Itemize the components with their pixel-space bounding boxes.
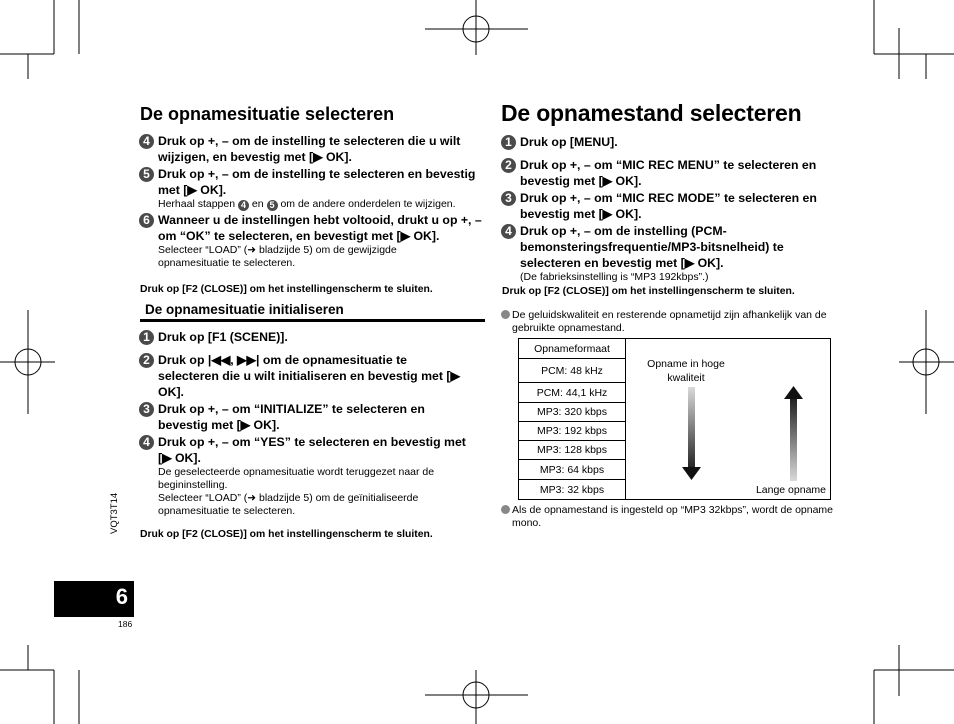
step-note: De geselecteerde opnamesituatie wordt teruggezet naar de begininstelling. (158, 466, 435, 491)
step-number: 3 (501, 191, 516, 206)
step-text: Druk op [F1 (SCENE)]. (158, 330, 288, 344)
step-6 (143, 212, 488, 270)
close-instruction: Druk op [F2 (CLOSE)] om het instellingenscherm te sluiten. (140, 284, 433, 295)
step-number: 5 (139, 167, 154, 182)
table-row: PCM: 48 kHz (519, 359, 626, 383)
step-number: 1 (139, 330, 154, 345)
init-step-4 (143, 434, 468, 518)
bullet-note-quality: De geluidskwaliteit en resterende opnametijd zijn afhankelijk van de gebruikte opnamestand. (512, 309, 840, 335)
step-number: 1 (501, 135, 516, 150)
chapter-tab (54, 581, 134, 617)
step-text: Druk op +, – om “YES” te selecteren en bevestig met [▶ OK]. (158, 435, 466, 465)
init-step-1 (143, 329, 486, 345)
step-note: Herhaal stappen 4 en 5 om de andere onderdelen te wijzigen. (158, 198, 456, 210)
step-text: Druk op |◀◀, ▶▶| om de opnamesituatie te selecteren die u wilt initialiseren en bevestig met [▶ OK]. (158, 353, 460, 399)
table-header: Opnameformaat (519, 339, 626, 359)
init-step-3 (143, 401, 458, 433)
recording-format-table (518, 338, 831, 500)
table-row: MP3: 128 kbps (519, 441, 626, 460)
table-row: MP3: 64 kbps (519, 460, 626, 480)
table-row: MP3: 32 kbps (519, 480, 626, 500)
step-text: Druk op +, – om “INITIALIZE” te selecteren en bevestig met [▶ OK]. (158, 402, 425, 432)
step-note: Selecteer “LOAD” (➜ bladzijde 5) om de geïnitialiseerde opnamesituatie te selecteren. (158, 492, 419, 517)
step-text: Druk op +, – om “MIC REC MENU” te selecteren en bevestig met [▶ OK]. (520, 158, 817, 188)
step-number: 6 (139, 213, 154, 228)
page-number: 186 (118, 619, 133, 629)
step-text: Druk op +, – om “MIC REC MODE” te selecteren en bevestig met [▶ OK]. (520, 191, 817, 221)
bullet-dot-icon (501, 310, 510, 319)
quality-diagram (626, 339, 831, 500)
document-code: VQT3T14 (109, 492, 120, 534)
step-number: 2 (139, 353, 154, 368)
inline-step-number: 5 (267, 200, 278, 211)
mode-step-3 (505, 190, 842, 222)
init-step-2 (143, 352, 468, 400)
chapter-number: 6 (115, 584, 128, 609)
bullet-dot-icon (501, 505, 510, 514)
step-number: 4 (139, 435, 154, 450)
page-title-recording-mode: De opnamestand selecteren (501, 100, 802, 126)
step-text: Druk op +, – om de instelling te selecteren en bevestig met [▶ OK]. (158, 167, 476, 197)
close-instruction: Druk op [F2 (CLOSE)] om het instellingenscherm te sluiten. (502, 286, 795, 297)
long-recording-label: Lange opname (755, 484, 826, 496)
quality-arrows (626, 339, 830, 501)
mode-step-1 (505, 134, 840, 150)
step-number: 3 (139, 402, 154, 417)
mode-step-4 (505, 223, 820, 284)
step-number: 4 (501, 224, 516, 239)
step-5 (143, 166, 486, 211)
arrow-down-icon (682, 387, 701, 480)
table-row: MP3: 320 kbps (519, 403, 626, 422)
step-4 (143, 133, 486, 165)
step-number: 4 (139, 134, 154, 149)
step-text: Druk op [MENU]. (520, 135, 618, 149)
step-note: Selecteer “LOAD” (➜ bladzijde 5) om de gewijzigde opnamesituatie te selecteren. (158, 244, 397, 269)
step-text: Druk op +, – om de instelling (PCM-bemonsteringsfrequentie/MP3-bitsnelheid) te selecteren en bevestig met [▶ OK]. (520, 224, 784, 270)
step-note: (De fabrieksinstelling is “MP3 192kbps”.) (520, 271, 709, 283)
bullet-note-mono: Als de opnamestand is ingesteld op “MP3 32kbps”, wordt de opname mono. (512, 504, 842, 530)
inline-step-number: 4 (238, 200, 249, 211)
arrow-up-icon (784, 386, 803, 481)
close-instruction: Druk op [F2 (CLOSE)] om het instellingenscherm te sluiten. (140, 529, 433, 540)
step-text: Wanneer u de instellingen hebt voltooid, drukt u op +, – om “OK” te selecteren, en bevestigt met [▶ OK]. (158, 213, 482, 243)
step-text: Druk op +, – om de instelling te selecteren die u wilt wijzigen, en bevestig met [▶ OK]. (158, 134, 461, 164)
step-number: 2 (501, 158, 516, 173)
section-title-select-situation: De opnamesituatie selecteren (140, 104, 395, 124)
mode-step-2 (505, 157, 842, 189)
table-row: MP3: 192 kbps (519, 422, 626, 441)
high-quality-label: Opname in hoge kwaliteit (647, 358, 725, 384)
subsection-title-initialize: De opnamesituatie initialiseren (140, 302, 485, 322)
table-row: PCM: 44,1 kHz (519, 383, 626, 403)
